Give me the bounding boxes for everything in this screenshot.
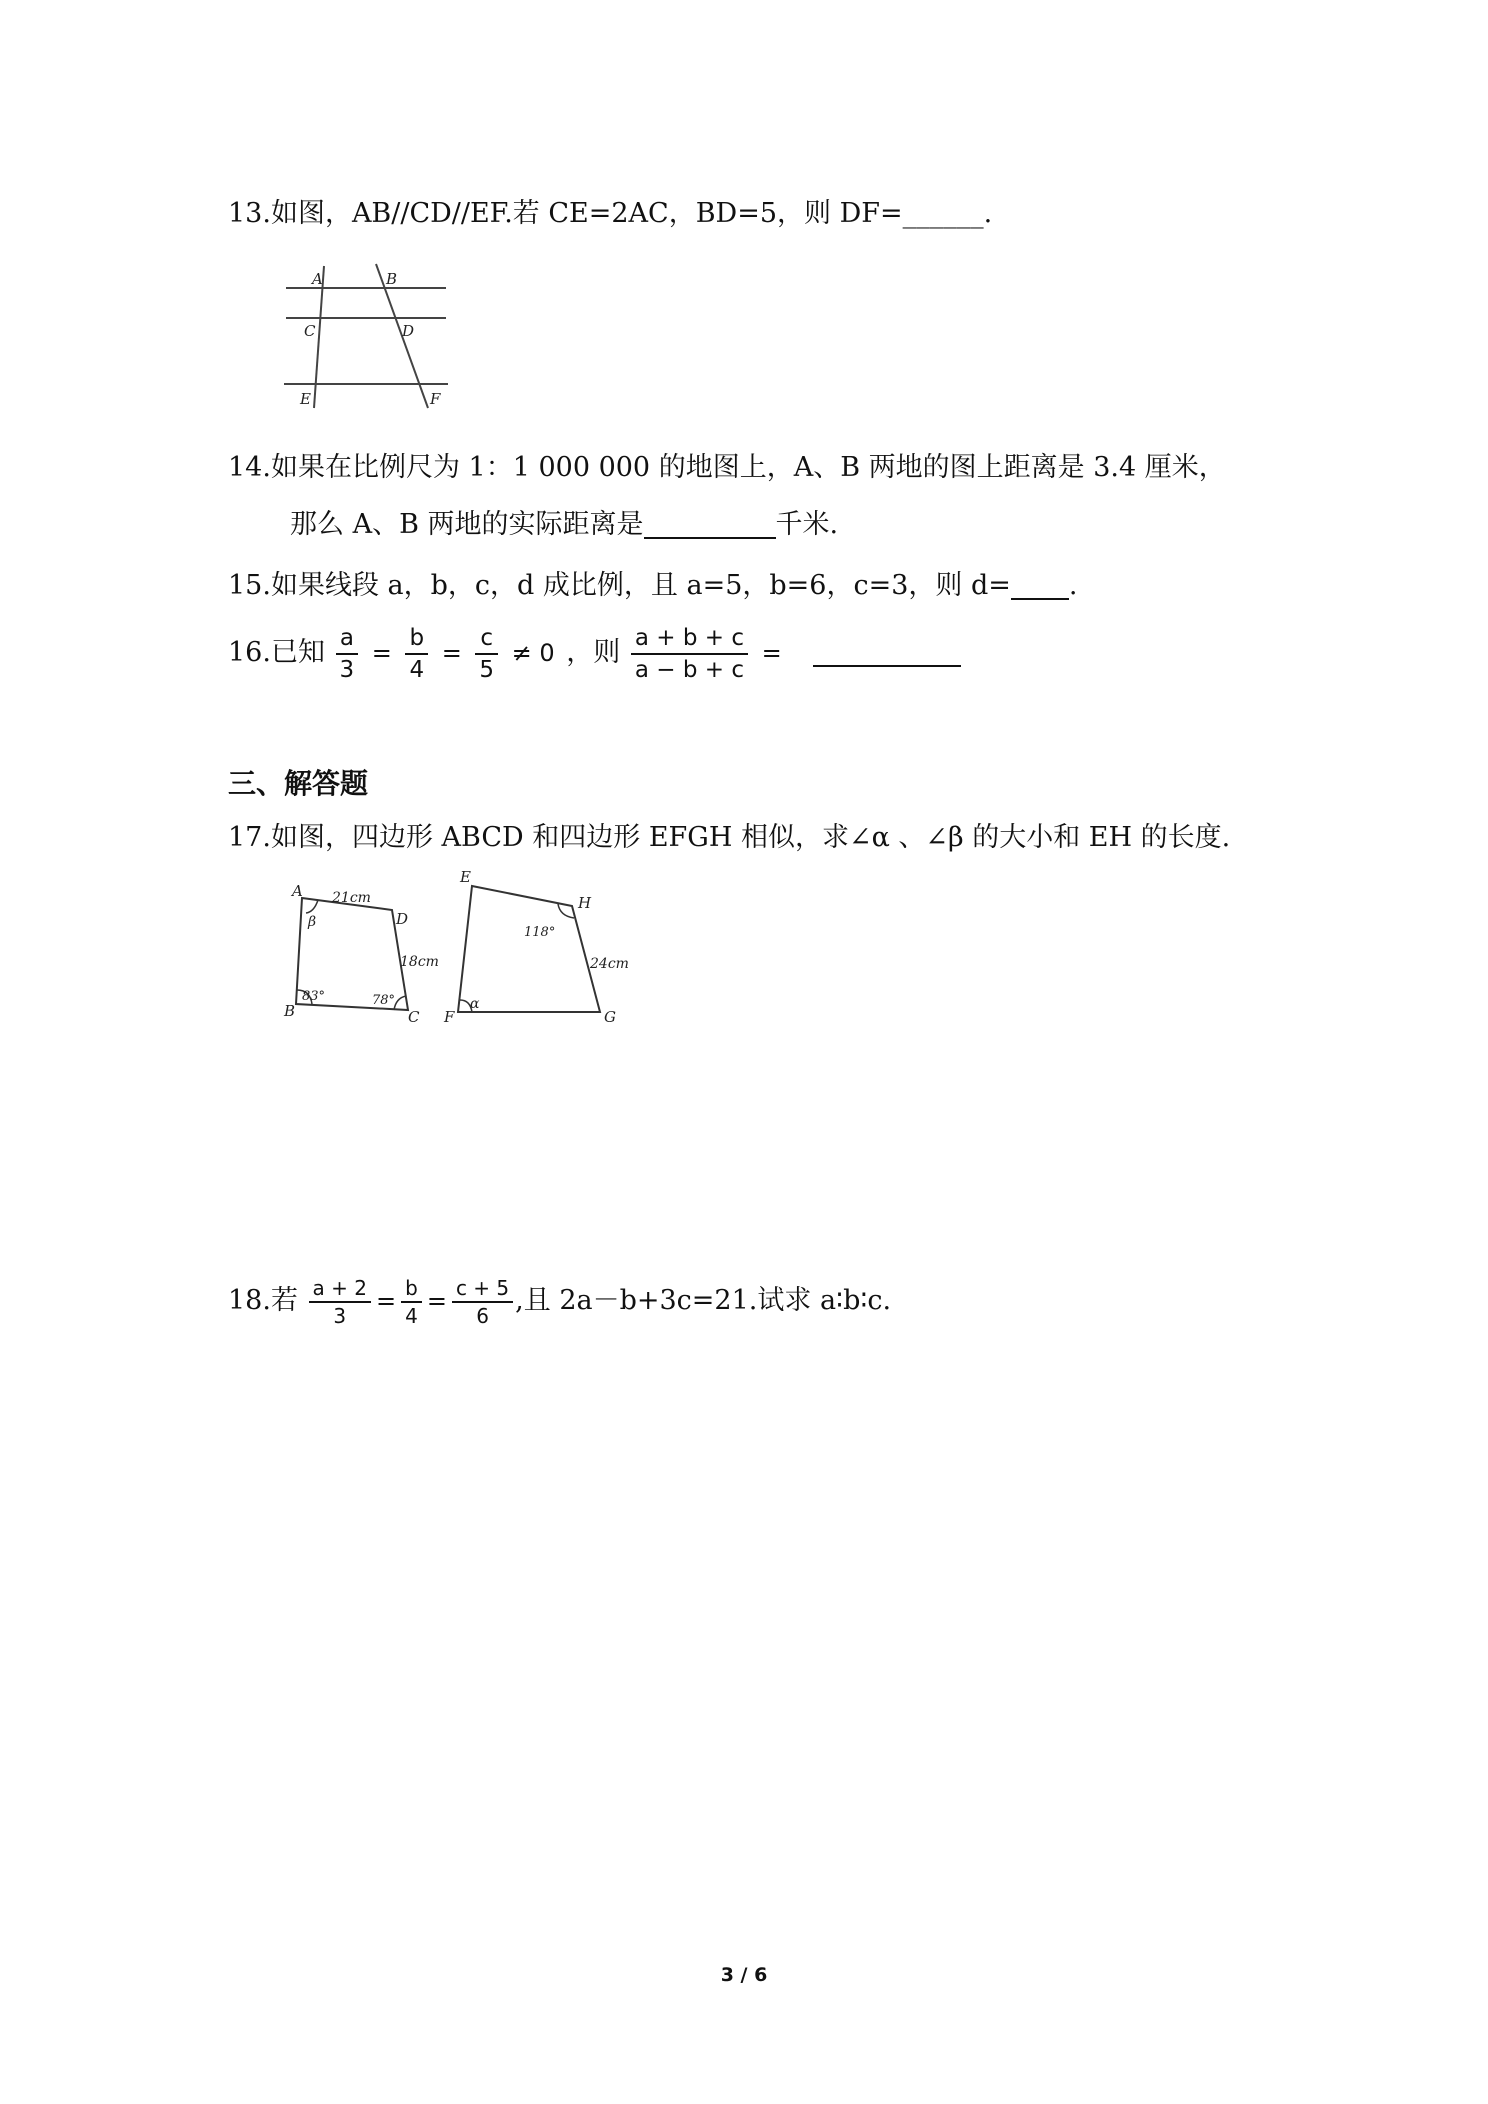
angle-beta-label: β (308, 914, 317, 930)
similar-quadrilaterals-figure (272, 866, 642, 1026)
section-title: 三、解答题 (228, 767, 369, 800)
question-13-blank: ______ (902, 198, 984, 229)
fraction-denominator: a − b + c (634, 656, 744, 683)
fraction-denominator: 4 (409, 656, 425, 683)
not-equal-zero: ≠ 0 (511, 639, 555, 667)
label-d: D (402, 322, 415, 340)
equals-sign: = (376, 1287, 397, 1315)
question-16-then: ，则 (566, 637, 621, 668)
equals-sign: = (441, 639, 462, 667)
label-e: E (300, 390, 311, 408)
question-14-unit: 千米. (775, 509, 839, 540)
question-14-line-1: 14.如果在比例尺为 1：1 000 000 的地图上，A、B 两地的图上距离是 3.4 厘米， (228, 452, 1226, 483)
question-16-prefix: 16.已知 (228, 637, 325, 668)
question-17: 17.如图，四边形 ABCD 和四边形 EFGH 相似，求∠α 、∠β 的大小和 EH 的长度. (228, 822, 1231, 853)
question-15-blank (1011, 570, 1069, 600)
label-a: A (292, 882, 303, 900)
fraction-sum-over-diff (631, 623, 748, 685)
question-14-text: 那么 A、B 两地的实际距离是 (290, 509, 644, 540)
angle-beta-arc (306, 900, 318, 913)
fraction-b-over-4 (401, 1275, 422, 1329)
question-14-line-2 (290, 507, 838, 543)
fraction-numerator: a + b + c (631, 623, 748, 655)
angle-h-value: 118° (524, 925, 556, 940)
label-c: C (408, 1008, 420, 1026)
fraction-numerator: b (401, 1275, 422, 1303)
angle-b-value: 83° (302, 989, 326, 1004)
question-15-text: 15.如果线段 a，b，c，d 成比例，且 a=5，b=6，c=3，则 d= (228, 570, 1011, 601)
equals-sign: = (371, 639, 392, 667)
side-ad-length: 21cm (332, 890, 371, 906)
question-18-prefix: 18.若 (228, 1285, 298, 1316)
question-15-end: . (1068, 570, 1078, 601)
fraction-c-plus-5-over-6 (452, 1275, 513, 1329)
label-b: B (284, 1002, 296, 1020)
question-16-blank (813, 637, 961, 667)
fraction-numerator: c + 5 (452, 1275, 513, 1303)
question-13-text: 13.如图，AB//CD//EF.若 CE=2AC，BD=5，则 DF= (228, 198, 903, 229)
parallel-lines-figure (276, 258, 456, 414)
label-d: D (396, 910, 409, 928)
label-c: C (304, 322, 316, 340)
equals-sign: = (426, 1287, 447, 1315)
question-13-end: . (983, 198, 993, 229)
label-h: H (578, 894, 592, 912)
label-e: E (460, 868, 471, 886)
fraction-denominator: 4 (405, 1303, 418, 1328)
question-18 (228, 1268, 891, 1334)
label-f: F (444, 1008, 455, 1026)
fraction-a-plus-2-over-3 (309, 1275, 371, 1329)
fraction-numerator: b (405, 623, 428, 655)
question-15 (228, 568, 1077, 604)
fraction-denominator: 5 (479, 656, 495, 683)
label-f: F (430, 390, 441, 408)
fraction-numerator: a (336, 623, 359, 655)
question-18-text: ,且 2a－b+3c=21.试求 a∶b∶c. (515, 1285, 892, 1316)
angle-c-arc (394, 996, 406, 1010)
side-dc-length: 18cm (400, 954, 439, 970)
fraction-c-over-5 (475, 623, 498, 685)
question-13 (228, 196, 992, 232)
fraction-numerator: a + 2 (309, 1275, 371, 1303)
side-hg-length: 24cm (590, 956, 629, 972)
label-g: G (604, 1008, 616, 1026)
label-b: B (386, 270, 398, 288)
angle-c-value: 78° (372, 993, 396, 1008)
fraction-denominator: 6 (476, 1303, 489, 1328)
fraction-b-over-4 (405, 623, 428, 685)
angle-alpha-label: α (470, 996, 480, 1012)
question-14-blank (644, 509, 776, 539)
question-16 (228, 620, 961, 686)
label-a: A (312, 270, 323, 288)
equals-sign: = (761, 639, 782, 667)
fraction-a-over-3 (336, 623, 359, 685)
page-number: 3 / 6 (720, 1964, 768, 1986)
fraction-denominator: 3 (333, 1303, 347, 1328)
fraction-denominator: 3 (339, 656, 355, 683)
fraction-numerator: c (475, 623, 498, 655)
